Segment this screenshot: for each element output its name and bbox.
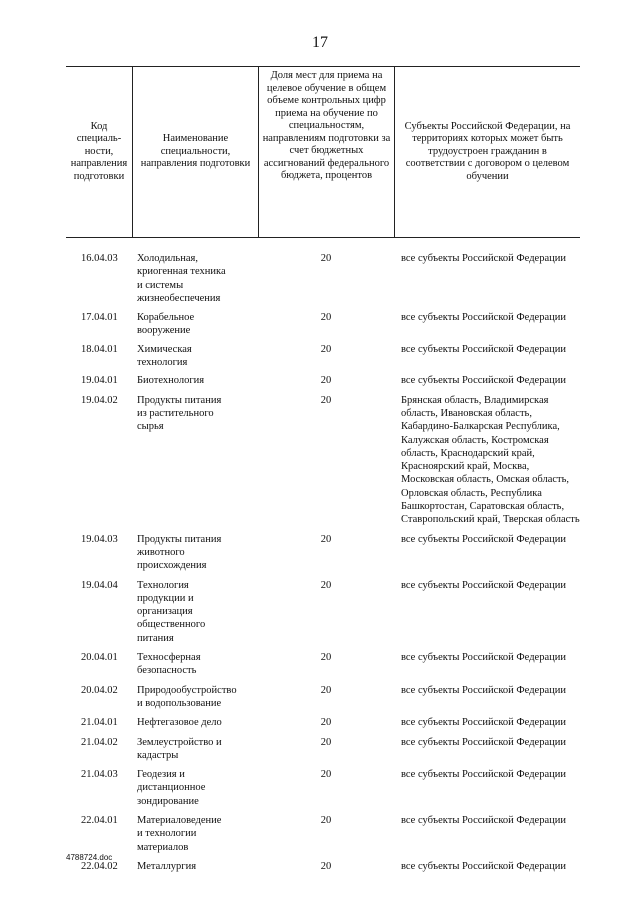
row-share: 20 (320, 533, 332, 545)
table-row (66, 374, 580, 387)
row-subjects: все субъекты Российской Федерации (401, 814, 566, 826)
table-row (66, 768, 580, 808)
row-code: 22.04.01 (81, 814, 118, 826)
row-code: 17.04.01 (81, 312, 118, 324)
row-name: Геодезия и дистанционное зондирование (137, 769, 206, 807)
row-subjects: все субъекты Российской Федерации (401, 579, 566, 591)
targeted-admission-table (66, 66, 580, 873)
row-code: 20.04.02 (81, 684, 118, 696)
row-share: 20 (320, 769, 332, 781)
row-code: 18.04.01 (81, 343, 118, 355)
table-row (66, 860, 580, 873)
row-subjects: все субъекты Российской Федерации (401, 652, 566, 664)
row-name: Техносферная безопасность (137, 652, 201, 677)
row-name: Химическая технология (137, 343, 192, 369)
row-share: 20 (320, 652, 332, 664)
row-code: 19.04.02 (81, 394, 118, 406)
row-subjects: все субъекты Российской Федерации (401, 533, 566, 545)
row-share: 20 (320, 394, 332, 406)
row-subjects: все субъекты Российской Федерации (401, 375, 566, 387)
table-row (66, 394, 580, 527)
row-subjects: все субъекты Российской Федерации (401, 343, 566, 355)
table-body (66, 252, 580, 873)
table-header (66, 66, 580, 238)
row-code: 21.04.03 (81, 769, 118, 781)
row-subjects: все субъекты Российской Федерации (401, 253, 566, 264)
row-code: 19.04.04 (81, 579, 118, 591)
table-row (66, 814, 580, 854)
row-subjects: все субъекты Российской Федерации (401, 717, 566, 729)
row-subjects: все субъекты Российской Федерации (401, 860, 566, 872)
row-code: 21.04.02 (81, 736, 118, 748)
row-subjects: все субъекты Российской Федерации (401, 769, 566, 781)
row-name: Биотехнология (137, 375, 205, 387)
row-code: 20.04.01 (81, 652, 118, 664)
row-share: 20 (320, 343, 332, 355)
table-row (66, 651, 580, 678)
table-row (66, 533, 580, 573)
row-name: Материаловедение и технологии материалов (137, 814, 222, 853)
row-code: 16.04.03 (81, 253, 118, 264)
row-subjects: все субъекты Российской Федерации (401, 684, 566, 696)
row-name: Технология продукции и организация общественного питания (137, 579, 206, 644)
row-subjects: все субъекты Российской Федерации (401, 312, 566, 324)
header-code: Код специаль-ности, направления подготовки (70, 120, 128, 182)
row-name: Холодильная, криогенная техника и системы жизнеобеспечения (137, 253, 226, 304)
table-row (66, 252, 580, 305)
row-subjects: все субъекты Российской Федерации (401, 736, 566, 748)
row-name: Продукты питания из растительного сырья (137, 394, 222, 433)
table-row (66, 684, 580, 711)
header-share: Доля мест для приема на целевое обучение в общем объеме контрольных цифр приема на обучение по специальностям, направлениям подготовки за счет бюджетных ассигнований федерального бюджета, процентов (258, 67, 394, 237)
row-code: 21.04.01 (81, 717, 118, 729)
row-share: 20 (320, 375, 332, 387)
row-share: 20 (320, 736, 332, 748)
row-name: Металлургия (137, 860, 197, 872)
row-subjects: Брянская область, Владимирская область, Ивановская область, Кабардино-Балкарская Республика, Калужская область, Костромская область, Краснодарский край, Красноярский край, Москва, Московская область, Омская область, Орловская область, Республика Башкортостан, Саратовская область, Ставропольский край, Тверская область (401, 394, 580, 526)
row-share: 20 (320, 860, 332, 872)
table-row (66, 343, 580, 370)
row-code: 19.04.01 (81, 375, 118, 387)
table-row (66, 311, 580, 338)
row-code: 22.04.02 (81, 860, 118, 872)
row-name: Природообустройство и водопользование (137, 684, 237, 709)
page-number: 17 (312, 34, 328, 51)
row-name: Нефтегазовое дело (137, 717, 222, 729)
document-filename: 4788724.doc (66, 853, 113, 862)
row-code: 19.04.03 (81, 533, 118, 545)
row-share: 20 (320, 684, 332, 696)
row-share: 20 (320, 814, 332, 826)
row-name: Продукты питания животного происхождения (137, 533, 222, 572)
header-name: Наименование специальности, направления подготовки (132, 67, 258, 237)
table-row (66, 736, 580, 763)
row-share: 20 (320, 253, 332, 264)
header-subjects: Субъекты Российской Федерации, на территориях которых может быть трудоустроен гражданин в соответствии с договором о целевом обучении (394, 67, 580, 237)
table-row (66, 716, 580, 729)
table-row (66, 579, 580, 645)
row-name: Корабельное вооружение (137, 312, 195, 337)
row-share: 20 (320, 579, 332, 591)
row-share: 20 (320, 312, 332, 324)
row-share: 20 (320, 717, 332, 729)
row-name: Землеустройство и кадастры (137, 736, 222, 761)
